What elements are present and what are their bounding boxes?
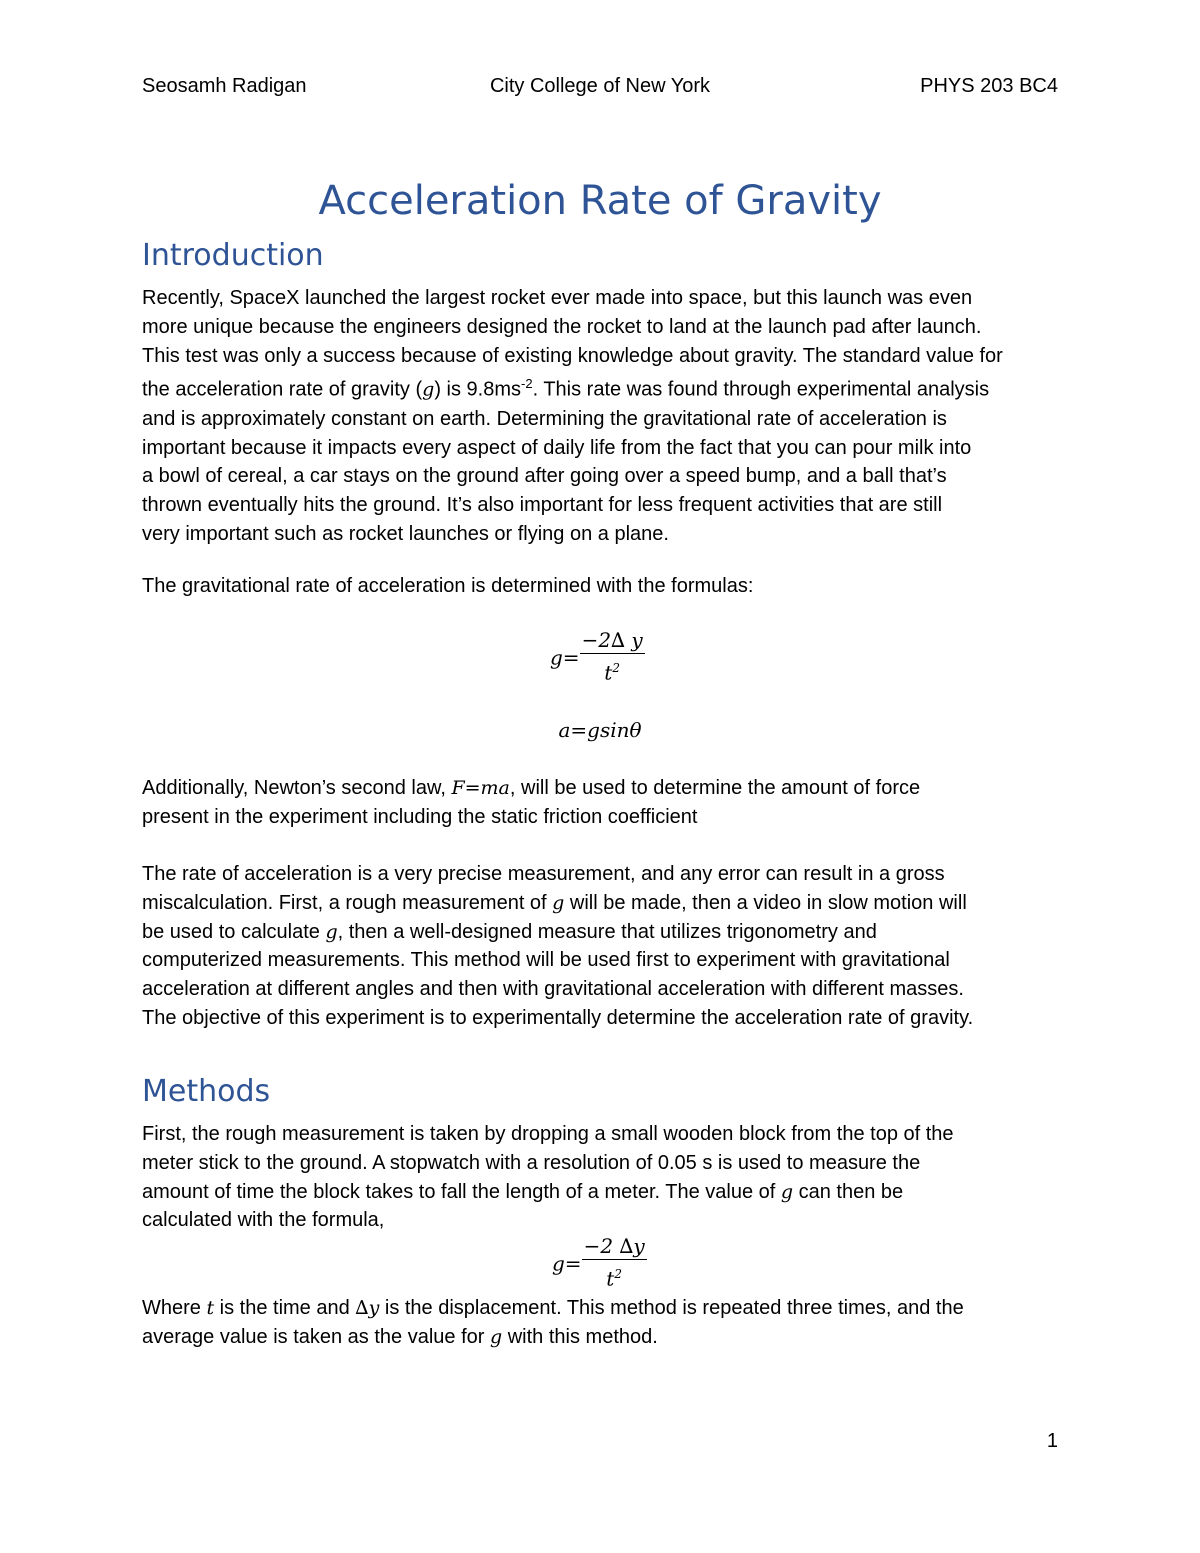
equation-g-rough bbox=[552, 1234, 647, 1293]
text-line: computerized measurements. This method will be used first to experiment with gravitational bbox=[142, 949, 950, 972]
text-run: average value is taken as the value for bbox=[142, 1325, 490, 1348]
intro-paragraph-1 bbox=[142, 284, 1062, 549]
equation-incline: a=gsinθ bbox=[558, 718, 642, 742]
header-course: PHYS 203 BC4 bbox=[920, 75, 1058, 97]
text-line: thrown eventually hits the ground. It’s also important for less frequent activities that are still bbox=[142, 494, 943, 517]
text-run: be used to calculate bbox=[142, 920, 326, 943]
text-line: more unique because the engineers designed the rocket to land at the launch pad after launch. bbox=[142, 315, 982, 338]
text-line: The gravitational rate of acceleration is determined with the formulas: bbox=[142, 575, 754, 597]
methods-paragraph-2 bbox=[142, 1294, 1062, 1352]
denominator-variable: t bbox=[606, 1266, 615, 1291]
text-run: , will be used to determine the amount of force bbox=[509, 777, 921, 799]
text-run: with this method. bbox=[502, 1325, 658, 1348]
superscript: -2 bbox=[521, 376, 533, 392]
equation-fraction bbox=[582, 1234, 647, 1293]
text-run: amount of time the block takes to fall the length of a meter. The value of bbox=[142, 1180, 781, 1203]
text-run: . This rate was found through experimental analysis bbox=[532, 379, 990, 402]
text-line: and is approximately constant on earth. Determining the gravitational rate of acceleration is bbox=[142, 407, 947, 430]
text-line: present in the experiment including the static friction coefficient bbox=[142, 805, 698, 828]
intro-paragraph-3 bbox=[142, 774, 1062, 832]
header-institution: City College of New York bbox=[489, 75, 711, 97]
document-title: Acceleration Rate of Gravity bbox=[318, 178, 882, 224]
introduction-heading: Introduction bbox=[142, 238, 324, 273]
page-number: 1 bbox=[1046, 1430, 1058, 1452]
text-line: very important such as rocket launches or flying on a plane. bbox=[142, 523, 669, 546]
text-line: The objective of this experiment is to experimentally determine the acceleration rate of gravity. bbox=[142, 1006, 974, 1029]
text-line: The rate of acceleration is a very precise measurement, and any error can result in a gross bbox=[142, 863, 945, 885]
text-run: will be made, then a video in slow motion will bbox=[564, 891, 967, 914]
denominator-variable: t bbox=[604, 660, 613, 685]
math-variable-t: t bbox=[206, 1297, 215, 1319]
equation-lhs: g= bbox=[550, 645, 580, 670]
math-variable-g: g bbox=[552, 891, 565, 914]
text-line: meter stick to the ground. A stopwatch with a resolution of 0.05 s is used to measure the bbox=[142, 1151, 921, 1174]
equation-lhs: g= bbox=[552, 1251, 582, 1276]
text-line: Recently, SpaceX launched the largest rocket ever made into space, but this launch was even bbox=[142, 287, 973, 309]
intro-paragraph-4 bbox=[142, 860, 1062, 1033]
text-line bbox=[142, 370, 1062, 404]
text-line: First, the rough measurement is taken by dropping a small wooden block from the top of the bbox=[142, 1123, 954, 1145]
equation-numerator: −2 ∆y bbox=[583, 1234, 645, 1258]
math-variable-delta-y: ∆y bbox=[355, 1297, 380, 1319]
methods-paragraph-1 bbox=[142, 1120, 1062, 1235]
equation-denominator bbox=[582, 1260, 647, 1293]
text-run: , then a well-designed measure that utilizes trigonometry and bbox=[337, 920, 877, 943]
text-line bbox=[142, 1323, 1062, 1352]
intro-paragraph-2 bbox=[142, 572, 1062, 601]
text-run: the acceleration rate of gravity ( bbox=[142, 379, 423, 402]
text-run: is the time and bbox=[214, 1297, 356, 1319]
header-author: Seosamh Radigan bbox=[142, 75, 307, 97]
equation-fraction bbox=[580, 628, 645, 687]
math-variable-g: g bbox=[490, 1325, 503, 1348]
text-run: can then be bbox=[793, 1180, 904, 1203]
text-line bbox=[142, 918, 1062, 947]
text-line bbox=[142, 1294, 1062, 1323]
math-variable-g: g bbox=[325, 920, 338, 943]
text-line bbox=[142, 774, 1062, 803]
text-line: important because it impacts every aspect of daily life from the fact that you can pour milk into bbox=[142, 436, 972, 459]
text-line bbox=[142, 889, 1062, 918]
equation-numerator: −2∆ y bbox=[581, 628, 643, 652]
text-line bbox=[142, 1178, 1062, 1207]
equation-g-formula bbox=[550, 628, 645, 687]
text-line: a bowl of cereal, a car stays on the ground after going over a speed bump, and a ball that’s bbox=[142, 465, 947, 488]
text-run: miscalculation. First, a rough measurement of bbox=[142, 891, 553, 914]
text-run: Additionally, Newton’s second law, bbox=[142, 777, 452, 799]
methods-heading: Methods bbox=[142, 1074, 271, 1109]
math-variable-g: g bbox=[422, 379, 435, 402]
denominator-exponent: 2 bbox=[614, 1267, 622, 1281]
denominator-exponent: 2 bbox=[612, 661, 620, 675]
text-run: ) is 9.8ms bbox=[434, 379, 521, 402]
text-line: calculated with the formula, bbox=[142, 1209, 385, 1232]
math-newton-law: F=ma bbox=[451, 777, 510, 799]
text-line: This test was only a success because of existing knowledge about gravity. The standard value for bbox=[142, 344, 1003, 367]
text-run: is the displacement. This method is repeated three times, and the bbox=[379, 1297, 964, 1319]
math-variable-g: g bbox=[780, 1180, 794, 1203]
text-run: Where bbox=[142, 1297, 207, 1319]
text-line: acceleration at different angles and then with gravitational acceleration with different masses. bbox=[142, 978, 964, 1001]
equation-denominator bbox=[580, 654, 645, 687]
